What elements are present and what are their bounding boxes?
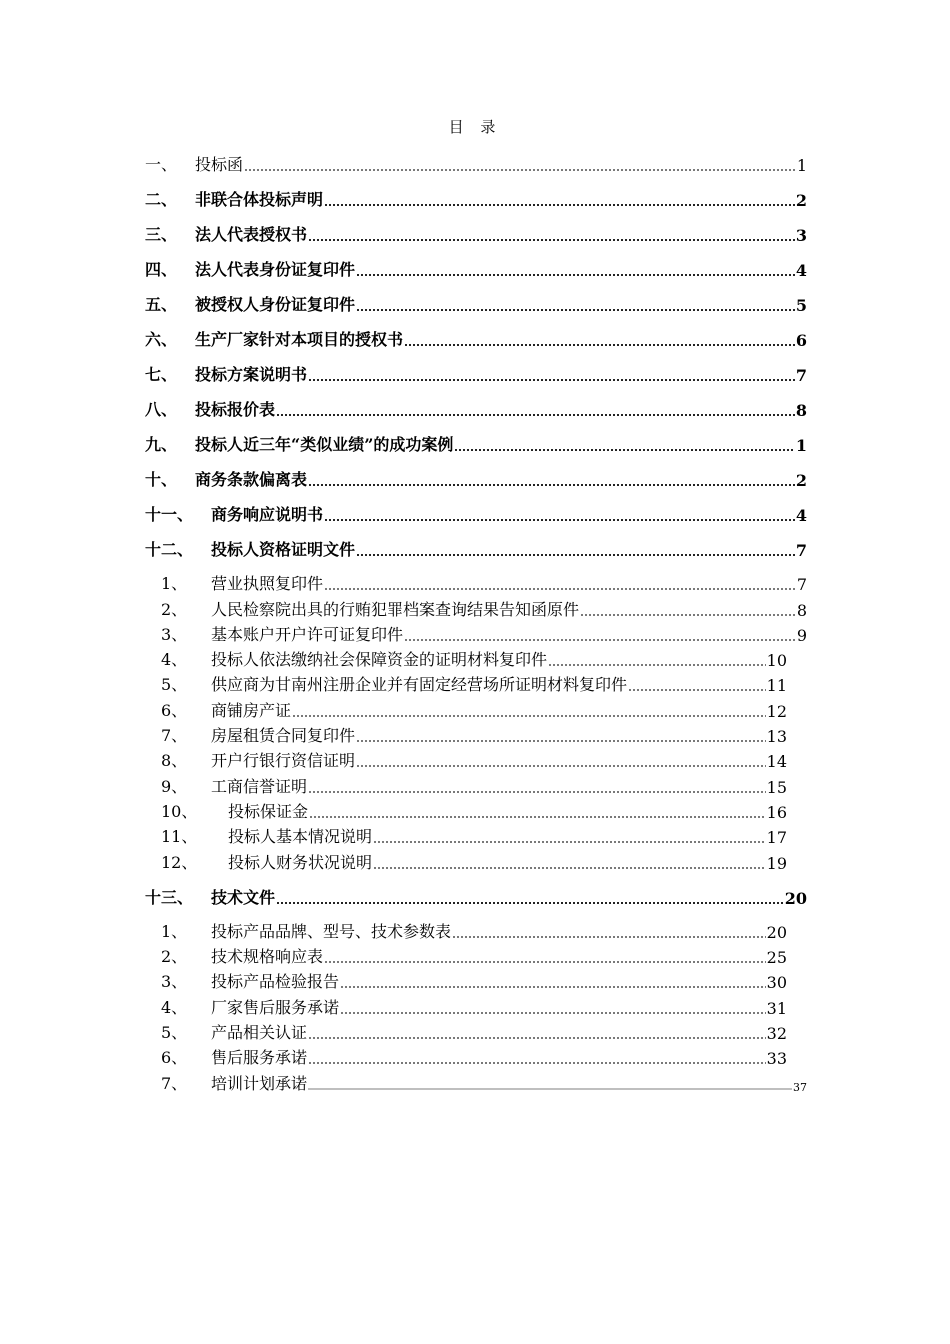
toc-subentry-title: 售后服务承诺 [211,1048,308,1068]
toc-entry-page: 4 [795,261,807,280]
dot-leader [373,841,766,843]
toc-subentry-title: 供应商为甘南州注册企业并有固定经营场所证明材料复印件 [211,675,628,695]
toc-entry-number: 五、 [145,295,178,314]
dot-leader [308,1062,766,1064]
toc-subentry-number: 4、 [161,997,188,1017]
toc-entry-number: 七、 [145,365,178,384]
dot-leader [356,274,795,276]
toc-subentry-page: 10 [766,651,787,671]
toc-entry-title: 被授权人身份证复印件 [195,295,356,314]
dot-leader [276,414,795,416]
toc-entry[interactable] [145,873,807,908]
toc-entry-title: 投标人近三年“类似业绩”的成功案例 [195,435,454,454]
toc-subentry-title: 基本账户开户许可证复印件 [211,624,404,644]
dot-leader [308,1088,792,1090]
toc-entry-number: 一、 [145,155,178,174]
dot-leader [308,1037,766,1039]
dot-leader [340,986,766,988]
dot-leader [309,816,766,818]
toc-entry-page: 8 [795,401,807,420]
toc-subentry-title: 投标人财务状况说明 [228,852,373,872]
toc-subentry-page: 20 [766,922,787,942]
dot-leader [356,740,766,742]
dot-leader [580,614,796,616]
dot-leader [324,204,795,206]
dot-leader [308,379,795,381]
toc-subentry[interactable] [145,594,807,619]
toc-subentry-number: 12、 [161,852,198,872]
toc-entry-number: 六、 [145,330,178,349]
toc-subentry[interactable] [145,620,807,645]
toc-subentry-page: 13 [766,727,787,747]
dot-leader [356,765,766,767]
toc-entry-page: 1 [796,156,807,175]
toc-entry-number: 十二、 [145,540,194,559]
toc-subentry-page: 30 [766,973,787,993]
toc-subentry[interactable] [145,569,807,594]
toc-subentry-page: 12 [766,701,787,721]
toc-entry-page: 7 [795,366,807,385]
toc-entry-number: 十三、 [145,887,194,907]
toc-subentry[interactable] [145,771,807,796]
toc-subentry-title: 营业执照复印件 [211,574,324,594]
toc-entry[interactable] [145,140,807,175]
toc-entry-page: 1 [795,436,807,455]
dot-leader [404,639,796,641]
toc-subentry-title: 产品相关认证 [211,1023,308,1043]
toc-subentry[interactable] [145,746,807,771]
toc-subentry-number: 9、 [161,776,188,796]
toc-subentry-title: 开户行银行资信证明 [211,751,356,771]
toc-subentry[interactable] [145,1018,807,1043]
toc-subentry-title: 技术规格响应表 [211,947,324,967]
toc-subentry-page: 15 [766,777,787,797]
toc-entry-page: 5 [795,296,807,315]
dot-leader [548,664,766,666]
dot-leader [308,239,795,241]
dot-leader [340,1012,766,1014]
toc-subentry-number: 4、 [161,650,188,670]
toc-entry-title: 投标报价表 [195,400,276,419]
toc-subentry[interactable] [145,1068,807,1093]
toc-subentry-number: 7、 [161,726,188,746]
toc-subentry-number: 11、 [161,827,198,847]
toc-entry[interactable] [145,350,807,385]
toc-entry-title: 技术文件 [211,887,276,907]
toc-subentry-page: 14 [766,752,787,772]
dot-leader [454,449,794,451]
toc-subentry-page: 31 [766,998,787,1018]
dot-leader [244,169,796,171]
toc-subentry-page: 19 [766,853,787,873]
dot-leader [308,484,795,486]
toc-subentry-number: 2、 [161,599,188,619]
toc-subentry-number: 2、 [161,947,188,967]
toc-entry[interactable] [145,315,807,350]
toc-subentry[interactable] [145,847,807,872]
toc-subentry-title: 培训计划承诺 [211,1073,308,1093]
toc-entry-number: 十一、 [145,505,194,524]
toc-subentry[interactable] [145,797,807,822]
toc-entry[interactable] [145,245,807,280]
toc-entry-title: 生产厂家针对本项目的授权书 [195,330,404,349]
toc-subentry-page: 7 [796,575,807,595]
toc-entry-title: 投标函 [195,155,244,174]
toc-subentry-number: 6、 [161,700,188,720]
toc-subentry-page: 37 [793,1080,807,1094]
dot-leader [308,791,766,793]
toc-entry-page: 4 [795,506,807,525]
toc-subentry-number: 3、 [161,624,188,644]
dot-leader [356,309,795,311]
toc-subentry-number: 8、 [161,751,188,771]
toc-subentry-page: 17 [766,828,787,848]
table-of-contents [145,140,807,1094]
toc-subentry-page: 16 [766,802,787,822]
toc-subentry-page: 25 [766,948,787,968]
dot-leader [373,867,766,869]
toc-entry-number: 三、 [145,225,178,244]
toc-entry-title: 法人代表身份证复印件 [195,260,356,279]
toc-entry[interactable] [145,280,807,315]
toc-subentry[interactable] [145,822,807,847]
toc-entry-page: 3 [795,226,807,245]
toc-entry-page: 2 [795,191,807,210]
toc-entry-number: 八、 [145,400,178,419]
toc-subentry[interactable] [145,645,807,670]
toc-subentry-number: 7、 [161,1073,188,1093]
toc-heading: 目 录 [448,118,502,136]
toc-subentry-title: 投标产品品牌、型号、技术参数表 [211,921,452,941]
toc-subentry[interactable] [145,1043,807,1068]
dot-leader [276,902,784,904]
toc-subentry-title: 房屋租赁合同复印件 [211,726,356,746]
dot-leader [356,554,795,556]
toc-entry[interactable] [145,455,807,490]
toc-entry-title: 商务响应说明书 [211,505,324,524]
toc-entry-page: 6 [795,331,807,350]
toc-entry-title: 投标人资格证明文件 [211,540,356,559]
toc-entry[interactable] [145,385,807,420]
dot-leader [292,715,766,717]
toc-entry[interactable] [145,525,807,560]
toc-subentry-title: 厂家售后服务承诺 [211,997,340,1017]
toc-entry[interactable] [145,420,807,455]
toc-subentry[interactable] [145,942,807,967]
dot-leader [324,588,796,590]
toc-subentry[interactable] [145,992,807,1017]
toc-subentry-title: 投标人依法缴纳社会保障资金的证明材料复印件 [211,650,548,670]
toc-subentry-page: 32 [766,1024,787,1044]
dot-leader [628,689,766,691]
toc-entry[interactable] [145,175,807,210]
toc-entry-title: 商务条款偏离表 [195,470,308,489]
toc-subentry[interactable] [145,917,807,942]
toc-entry-number: 四、 [145,260,178,279]
toc-subentry-number: 6、 [161,1048,188,1068]
toc-entry-number: 十、 [145,470,178,489]
toc-entry-page: 7 [795,541,807,560]
toc-subentry[interactable] [145,695,807,720]
toc-subentry-title: 投标人基本情况说明 [228,827,373,847]
toc-entry-page: 2 [795,471,807,490]
toc-entry-number: 九、 [145,435,178,454]
toc-subentry-title: 工商信誉证明 [211,776,308,796]
dot-leader [324,519,795,521]
toc-subentry-number: 1、 [161,574,188,594]
toc-entry-number: 二、 [145,190,178,209]
toc-subentry-page: 8 [796,600,807,620]
toc-subentry-title: 投标保证金 [228,801,309,821]
toc-subentry-title: 商铺房产证 [211,700,292,720]
toc-entry-page: 20 [784,888,807,908]
toc-subentry[interactable] [145,721,807,746]
toc-subentry-title: 人民检察院出具的行贿犯罪档案查询结果告知函原件 [211,599,580,619]
toc-entry-title: 法人代表授权书 [195,225,308,244]
toc-subentry-page: 11 [766,676,787,696]
toc-entry-title: 投标方案说明书 [195,365,308,384]
toc-subentry-number: 3、 [161,972,188,992]
toc-subentry-page: 33 [766,1049,787,1069]
toc-entry-title: 非联合体投标声明 [195,190,324,209]
toc-subentry-number: 1、 [161,921,188,941]
toc-subentry-page: 9 [796,625,807,645]
toc-subentry[interactable] [145,967,807,992]
toc-entry[interactable] [145,210,807,245]
dot-leader [324,961,766,963]
toc-subentry-number: 5、 [161,675,188,695]
toc-subentry[interactable] [145,670,807,695]
toc-entry[interactable] [145,490,807,525]
toc-subentry-title: 投标产品检验报告 [211,972,340,992]
dot-leader [452,936,766,938]
dot-leader [404,344,795,346]
toc-subentry-number: 5、 [161,1023,188,1043]
toc-subentry-number: 10、 [161,801,198,821]
